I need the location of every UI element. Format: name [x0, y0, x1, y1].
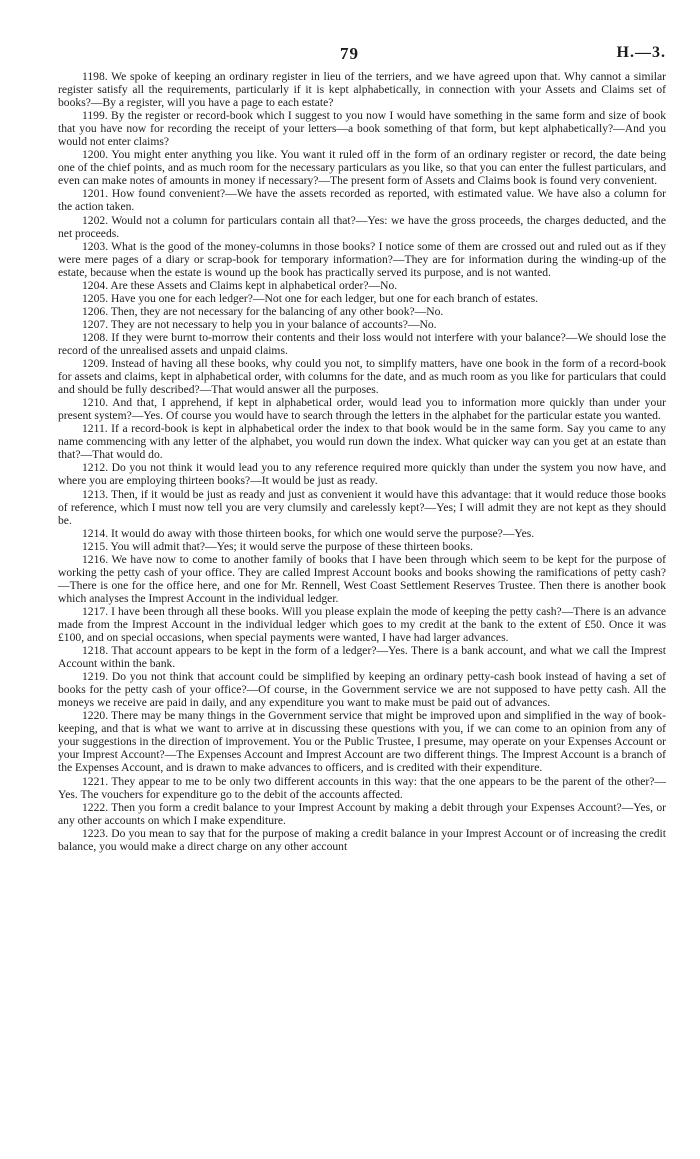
question-paragraph: 1200. You might enter anything you like. You want it ruled off in the form of an ordinary register or record, the date being one of the chief points, and as much room for the necessary particulars as you like, so that you can enter the fullest particulars, and even can make notes of amounts in money if necessary?—The present form of Assets and Claims book is found very convenient. — [58, 148, 666, 188]
page-header — [58, 44, 666, 70]
question-paragraph: 1220. There may be many things in the Government service that might be improved upon and simplified in the way of book-keeping, and that is what we want to arrive at in discussing these questions with you, if we can come to an opinion from any of your suggestions in the direction of improvement. You or the Public Trustee, I presume, may operate on your Expenses Account or your Imprest Account?—The Expenses Account and Imprest Account are two different things. The Imprest Account is a branch of the Expenses Account, and is drawn to make advances to officers, and is credited with their expenditure. — [58, 709, 666, 775]
question-paragraph: 1207. They are not necessary to help you in your balance of accounts?—No. — [82, 317, 437, 331]
question-paragraph: 1213. Then, if it would be just as ready and just as convenient it would have this advantage: that it would reduce those books of reference, which I must now tell you are very clumsily and carelessly kept?—Yes; I will admit they are not kept as they should be. — [58, 487, 666, 527]
question-paragraph: 1222. Then you form a credit balance to your Imprest Account by making a debit through your Expenses Account?—Yes, or any other accounts on which I make expenditure. — [58, 800, 666, 827]
document-reference: H.—3. — [616, 44, 666, 61]
question-paragraph: 1203. What is the good of the money-columns in those books? I notice some of them are crossed out and ruled out as if they were mere pages of a diary or scrap-book for temporary information?—They are for information during the winding-up of the estate, because when the estate is wound up the book has practically served its purpose, and is not wanted. — [58, 239, 666, 279]
page-number: 79 — [340, 44, 359, 63]
question-paragraph: 1211. If a record-book is kept in alphabetical order the index to that book would be in the same form. Say you came to any name commencing with any letter of the alphabet, you would run down the index. What quicker way can you get at an estate than that?—That would do. — [58, 422, 666, 462]
question-paragraph: 1208. If they were burnt to-morrow their contents and their loss would not interfere with your balance?—We should lose the record of the unrealised assets and unpaid claims. — [58, 330, 666, 357]
question-paragraph: 1219. Do you not think that account could be simplified by keeping an ordinary petty-cash book instead of having a set of books for the petty cash of your office?—Of course, in the Government service we are not supposed to have petty cash. All the moneys we receive are paid in daily, and any expenditure you want to make must be paid out of advances. — [58, 670, 666, 710]
question-paragraph: 1215. You will admit that?—Yes; it would serve the purpose of these thirteen books. — [82, 539, 474, 553]
question-paragraph: 1198. We spoke of keeping an ordinary register in lieu of the terriers, and we have agreed upon that. Why cannot a similar register satisfy all the requirements, particularly if it is kept alphabetically, in connection with your Assets and Claims set of books?—By a register, will you have a page to each estate? — [58, 70, 666, 110]
question-paragraph: 1212. Do you not think it would lead you to any reference required more quickly than under the system you now have, and where you are employing thirteen books?—It would be just as ready. — [58, 461, 666, 488]
question-paragraph: 1202. Would not a column for particulars contain all that?—Yes: we have the gross proceeds, the charges deducted, and the net proceeds. — [58, 213, 666, 240]
question-paragraph: 1201. How found convenient?—We have the assets recorded as reported, with estimated value. We have also a column for the action taken. — [58, 187, 666, 214]
document-page — [58, 44, 666, 853]
question-paragraph: 1217. I have been through all these books. Will you please explain the mode of keeping the petty cash?—There is an advance made from the Imprest Account in the individual ledger which goes to my credit at the bank to the extent of £50. Once it was £100, and on special occasions, when special payments were wanted, I have had larger advances. — [58, 604, 666, 645]
question-paragraph: 1204. Are these Assets and Claims kept in alphabetical order?—No. — [82, 278, 398, 292]
question-paragraph: 1218. That account appears to be kept in the form of a ledger?—Yes. There is a bank account, and what we call the Imprest Account within the bank. — [58, 644, 666, 671]
question-paragraph: 1223. Do you mean to say that for the purpose of making a credit balance in your Imprest Account or of increasing the credit balance, you would make a direct charge on any other account — [58, 826, 666, 853]
question-paragraph: 1206. Then, they are not necessary for the balancing of any other book?—No. — [82, 304, 444, 318]
question-paragraph: 1210. And that, I apprehend, if kept in alphabetical order, would lead you to information more quickly than under your present system?—Yes. Of course you would have to search through the letters in the alphabet for the particular estate you wanted. — [58, 396, 666, 423]
question-paragraph: 1209. Instead of having all these books, why could you not, to simplify matters, have one book in the form of a record-book for assets and claims, kept in alphabetical order, with columns for the date, and as much room as you like for particulars that could and should be fully described?—That would answer all the purposes. — [58, 357, 666, 397]
question-paragraph: 1221. They appear to me to be only two different accounts in this way: that the one appears to be the parent of the other?—Yes. The vouchers for expenditure go to the debit of the accounts affected. — [58, 774, 666, 801]
evidence-transcript — [58, 70, 666, 853]
question-paragraph: 1199. By the register or record-book which I suggest to you now I would have something in the same form and size of book that you have now for recording the receipt of your letters—a book something of that form, but kept alphabetically?—And you would not enter claims? — [58, 109, 666, 149]
question-paragraph: 1205. Have you one for each ledger?—Not one for each ledger, but one for each branch of estates. — [82, 291, 539, 305]
question-paragraph: 1216. We have now to come to another family of books that I have been through which seem to be kept for the purpose of working the petty cash of your office. They are called Imprest Account books and books showing the ramifications of petty cash?—There is one for the office here, and one for Mr. Rennell, West Coast Settlement Reserves Trustee. Then there is another book which analyses the Imprest Account in the individual ledger. — [58, 552, 666, 605]
question-paragraph: 1214. It would do away with those thirteen books, for which one would serve the purpose?—Yes. — [82, 526, 535, 540]
